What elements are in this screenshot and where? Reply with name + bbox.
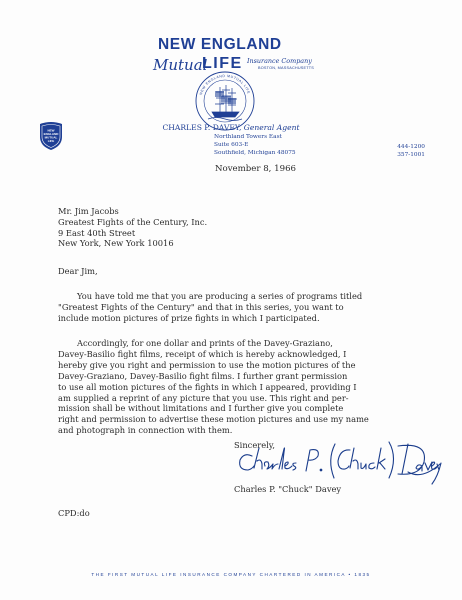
svg-text:NEW: NEW — [47, 128, 55, 133]
insurance-company-script: Insurance Company — [247, 57, 312, 65]
paragraph-line: include motion pictures of prize fights in which I participated. — [58, 312, 320, 323]
phone-number: 444-1200 — [397, 144, 425, 150]
company-city: BOSTON, MASSACHUSETTS — [258, 66, 315, 70]
recipient-address — [58, 206, 207, 249]
recipient-line: 9 East 40th Street — [58, 227, 136, 238]
agent-line — [147, 123, 315, 132]
letter-date: November 8, 1966 — [215, 164, 297, 174]
svg-text:LIFE: LIFE — [47, 139, 55, 143]
paragraph-line: to use all motion pictures of the fights in which I appeared, providing I — [58, 381, 357, 392]
paragraph-line: "Greatest Fights of the Century" and that in this series, you want to — [58, 301, 344, 312]
paragraph-line: You have told me that you are producing a series of programs titled — [77, 291, 363, 301]
recipient-line: Greatest Fights of the Century, Inc. — [58, 216, 208, 227]
svg-text:MUTUAL: MUTUAL — [44, 135, 58, 140]
salutation: Dear Jim, — [58, 266, 98, 276]
company-mutual-script: Mutual — [153, 56, 208, 74]
signer-name: Charles P. "Chuck" Davey — [234, 484, 342, 494]
closing: Sincerely, — [234, 440, 275, 450]
paragraph-line: right and permission to advertise these motion pictures and use my name — [58, 414, 369, 425]
paragraph-line: am supplied a reprint of any picture that you use. This right and per- — [58, 392, 349, 403]
address-line: Suite 603-E — [214, 142, 249, 149]
recipient-line: Mr. Jim Jacobs — [58, 206, 119, 216]
paragraph-line: Davey-Graziano, Davey-Basilio fight films. I further grant permission — [58, 370, 348, 381]
recipient-line: New York, New York 10016 — [58, 238, 174, 249]
footer-tagline: THE FIRST MUTUAL LIFE INSURANCE COMPANY CHARTERED IN AMERICA • 1835 — [91, 572, 371, 577]
shield-emblem-icon — [38, 121, 64, 151]
agent-name: CHARLES P. DAVEY, — [162, 123, 242, 132]
handwritten-signature — [232, 428, 442, 488]
paragraph-line: and photograph in connection with them. — [58, 425, 233, 436]
reference-initials: CPD:do — [58, 508, 90, 518]
paragraph-2 — [58, 338, 369, 436]
paragraph-1 — [58, 291, 362, 324]
phone-number: 357-1001 — [397, 152, 425, 159]
phone-numbers — [393, 143, 425, 159]
address-line: Northland Towers East — [214, 134, 282, 140]
paragraph-line: mission shall be without limitations and I further give you complete — [58, 403, 344, 414]
paragraph-line: hereby give you right and permission to use the motion pictures of the — [58, 359, 356, 370]
company-life: LIFE — [202, 55, 243, 72]
company-name: NEW ENGLAND — [158, 36, 282, 53]
agent-title: General Agent — [243, 123, 300, 132]
paragraph-line: Accordingly, for one dollar and prints of the Davey-Graziano, — [77, 338, 333, 348]
svg-text:NEW ENGLAND MUTUAL LIFE: NEW ENGLAND MUTUAL LIFE — [198, 73, 251, 96]
paragraph-line: Davey-Basilio fight films, receipt of which is hereby acknowledged, I — [58, 348, 347, 359]
svg-text:ENGLAND: ENGLAND — [43, 132, 59, 136]
office-address — [214, 133, 296, 157]
address-line: Southfield, Michigan 48075 — [214, 150, 296, 157]
